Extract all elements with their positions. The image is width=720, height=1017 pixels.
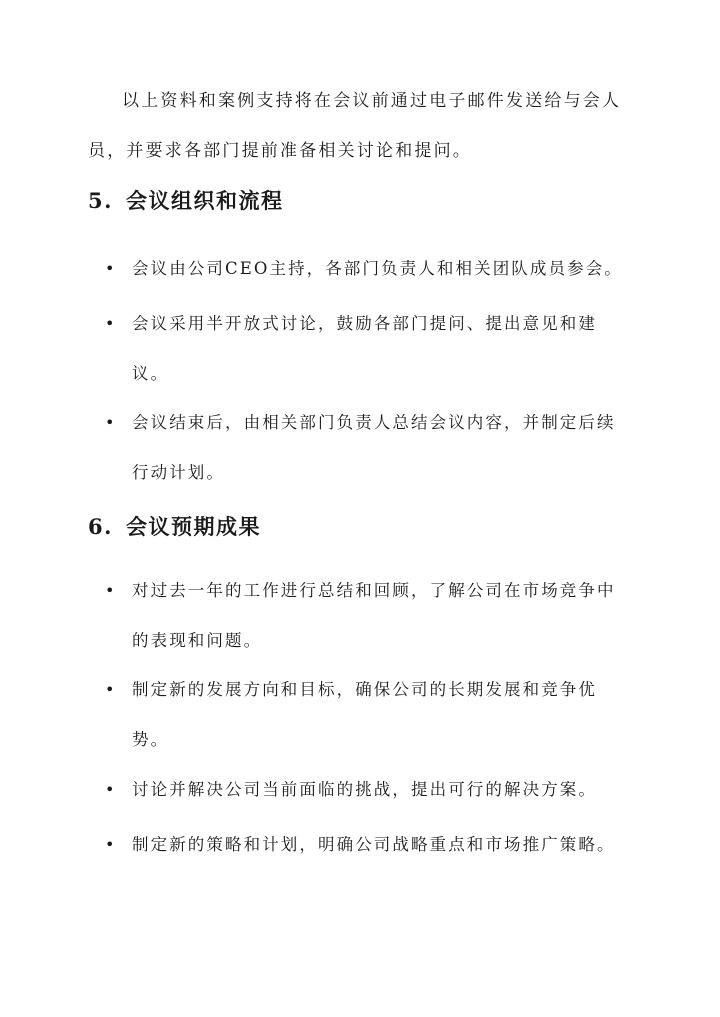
section-6-bullet-4 (105, 820, 625, 870)
section-6-heading (88, 512, 261, 542)
bullet-dot: • (105, 314, 117, 333)
bullet-dot: • (105, 413, 117, 432)
bullet-dot: • (105, 259, 117, 278)
section-6-title: 会议预期成果 (126, 514, 261, 539)
bullet-dot: • (105, 581, 117, 600)
section-5-title: 会议组织和流程 (126, 188, 284, 213)
section-5-number: 5. (88, 188, 113, 213)
bullet-text: 会议采用半开放式讨论，鼓励各部门提问、提出意见和建议。 (132, 314, 597, 383)
section-5-heading (88, 186, 284, 216)
bullet-text: 对过去一年的工作进行总结和回顾，了解公司在市场竞争中的表现和问题。 (132, 581, 616, 650)
section-6-number: 6. (88, 514, 113, 539)
bullet-text: 会议由公司CEO主持，各部门负责人和相关团队成员参会。 (132, 259, 623, 278)
section-6-bullet-2 (105, 665, 625, 765)
bullet-text: 讨论并解决公司当前面临的挑战，提出可行的解决方案。 (132, 780, 597, 799)
bullet-text: 制定新的发展方向和目标，确保公司的长期发展和竞争优势。 (132, 680, 597, 749)
section-6-bullet-1 (105, 566, 625, 666)
intro-paragraph (88, 76, 648, 176)
bullet-text: 会议结束后，由相关部门负责人总结会议内容，并制定后续行动计划。 (132, 413, 616, 482)
section-5-bullet-2 (105, 299, 625, 399)
section-6-bullet-3 (105, 765, 625, 815)
bullet-dot: • (105, 780, 117, 799)
bullet-dot: • (105, 680, 117, 699)
intro-paragraph-text: 以上资料和案例支持将在会议前通过电子邮件发送给与会人员，并要求各部门提前准备相关讨论和提问。 (88, 91, 622, 161)
bullet-text: 制定新的策略和计划，明确公司战略重点和市场推广策略。 (132, 835, 616, 854)
section-5-bullet-1 (105, 244, 625, 294)
section-5-bullet-3 (105, 398, 625, 498)
bullet-dot: • (105, 835, 117, 854)
